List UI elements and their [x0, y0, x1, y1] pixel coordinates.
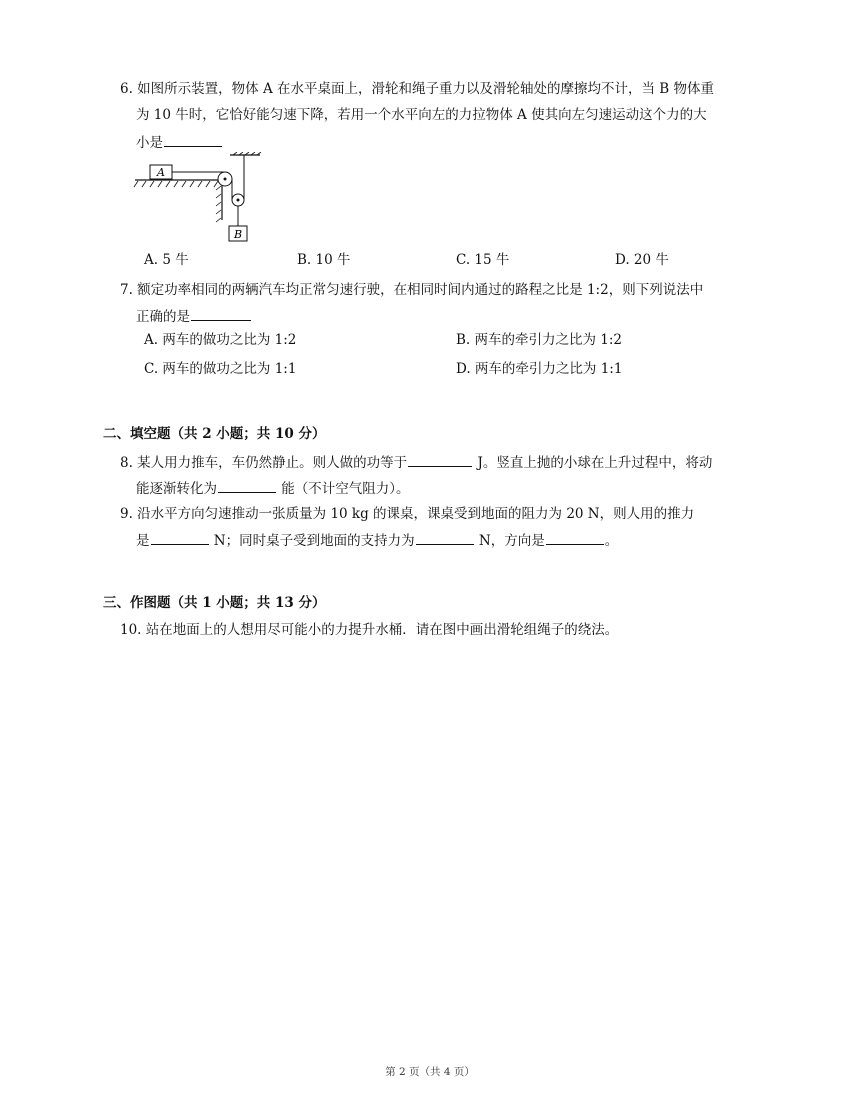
q9-stem-part1: 是 [136, 533, 150, 549]
q9-blank-1[interactable] [151, 530, 209, 545]
q8-blank-2[interactable] [218, 478, 276, 493]
q9-stem-part3: N，方向是 [478, 533, 545, 549]
q9-stem-end: 。 [604, 533, 619, 549]
q7-stem-end: 正确的是 [136, 309, 190, 325]
q8-stem-part4: 能（不计空气阻力）。 [281, 481, 410, 497]
q8-stem-part3: 能逐渐转化为 [136, 481, 217, 497]
q9-stem-part2: N；同时桌子受到地面的支持力为 [213, 533, 415, 549]
section-3-heading: 三、作图题（共 1 小题；共 13 分） [103, 595, 326, 611]
q9-text-line2 [136, 530, 618, 550]
block-a-label: A [157, 166, 165, 179]
q7-option-b[interactable]: B. 两车的牵引力之比为 1:2 [456, 332, 623, 348]
q7-option-c[interactable]: C. 两车的做功之比为 1:1 [144, 361, 297, 377]
q9-blank-3[interactable] [546, 530, 604, 545]
q7-option-d[interactable]: D. 两车的牵引力之比为 1:1 [456, 361, 623, 377]
q7-text-line2 [136, 306, 252, 326]
q9-text-line1: 9. 沿水平方向匀速推动一张质量为 10 kg 的课桌，课桌受到地面的阻力为 20 N，则人用的推力 [120, 506, 695, 522]
section-2-heading: 二、填空题（共 2 小题；共 10 分） [103, 426, 326, 442]
q7-answer-blank[interactable] [191, 306, 251, 321]
block-b-label: B [234, 228, 243, 241]
q7-option-a[interactable]: A. 两车的做功之比为 1:2 [144, 332, 297, 348]
q6-stem-end: 小是 [136, 135, 163, 151]
q8-stem-part1: 8. 某人用力推车，车仍然静止。则人做的功等于 [120, 455, 408, 471]
q6-option-d[interactable]: D. 20 牛 [615, 252, 669, 268]
q6-text-line1: 6. 如图所示装置，物体 A 在水平桌面上，滑轮和绳子重力以及滑轮轴处的摩擦均不计，当 B 物体重 [120, 81, 715, 97]
q7-text-line1: 7. 额定功率相同的两辆汽车均正常匀速行驶，在相同时间内通过的路程之比是 1:2，则下列说法中 [120, 282, 704, 298]
q8-stem-part2: J。竖直上抛的小球在上升过程中，将动 [477, 455, 713, 471]
q8-text-line2 [136, 478, 410, 498]
q6-text-line2: 为 10 牛时，它恰好能匀速下降，若用一个水平向左的力拉物体 A 使其向左匀速运动这个力的大 [136, 107, 707, 123]
q6-option-b[interactable]: B. 10 牛 [297, 252, 351, 268]
q6-option-c[interactable]: C. 15 牛 [456, 252, 510, 268]
q8-blank-1[interactable] [408, 452, 472, 467]
q6-answer-blank[interactable] [164, 132, 222, 147]
q6-pulley-figure [130, 152, 270, 244]
q9-blank-2[interactable] [416, 530, 474, 545]
q6-option-a[interactable]: A. 5 牛 [144, 252, 189, 268]
q6-text-line3 [136, 132, 223, 152]
q10-text-line1: 10. 站在地面上的人想用尽可能小的力提升水桶．请在图中画出滑轮组绳子的绕法。 [120, 622, 619, 638]
page-footer: 第 2 页（共 4 页） [385, 1066, 475, 1078]
q8-text-line1 [120, 452, 712, 472]
